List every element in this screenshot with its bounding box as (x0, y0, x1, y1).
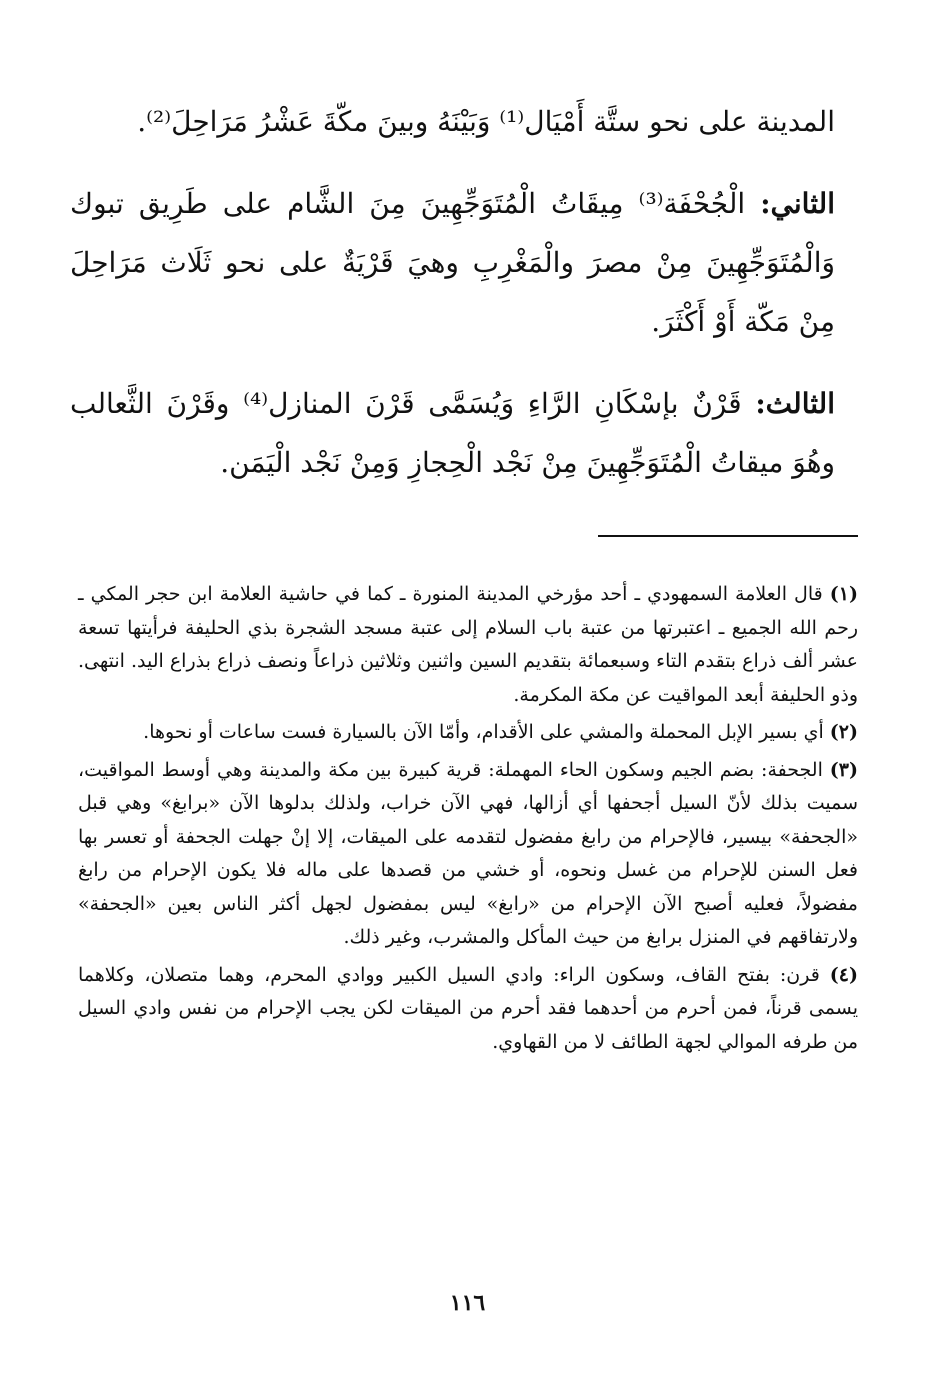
footnote-2 (78, 716, 858, 750)
paragraph-lead-third: الثالث: (755, 387, 835, 420)
main-paragraph-3 (70, 374, 835, 492)
footnote-divider (598, 535, 858, 537)
footnote-4 (78, 959, 858, 1060)
page-number: ١١٦ (449, 1290, 486, 1316)
footnotes (78, 578, 858, 1059)
footnote-text: قرن: بفتح القاف، وسكون الراء: وادي السيل الكبير ووادي المحرم، وهما متصلان، وكلاهما يسمى قرناً، فمن أحرم من أحدهما فقد أحرم من الميقات لكن يجب الإحرام من نفس وادي السيل من طرفه الموالي لجهة الطائف لا من القهاوي. (78, 963, 858, 1053)
footnote-text: قال العلامة السمهودي ـ أحد مؤرخي المدينة المنورة ـ كما في حاشية العلامة ابن حجر المكي ـ رحم الله الجميع ـ اعتبرتها من عتبة باب السلام إلى عتبة مسجد الشجرة بذي الحليفة فرأيتها تسعة عشر ألف ذراع بتقدم التاء وسبعمائة بتقديم السين واثنين وثلاثين ذراعاً ونصف ذراع بذراع اليد. انتهى. وذو الحليفة أبعد المواقيت عن مكة المكرمة. (78, 583, 858, 706)
paragraph-body-third: قَرْنٌ بإسْكَانِ الرَّاءِ وَيُسَمَّى قَرْنَ المنازل⁽⁴⁾ وقَرْنَ الثَّعالب وهُوَ ميقاتُ الْمُتَوَجِّهِينَ مِنْ نَجْد الْحِجازِ وَمِنْ نَجْد الْيَمَن. (70, 387, 835, 479)
main-text (70, 92, 835, 492)
footnote-3 (78, 754, 858, 955)
footnote-text: الجحفة: بضم الجيم وسكون الحاء المهملة: قرية كبيرة بين مكة والمدينة وهي أوسط المواقيت، سميت بذلك لأنّ السيل أجحفها أي أزالها، فهي الآن خراب، ولذلك بدلوها الآن «برابغ» وهي قبل «الجحفة» بيسير، فالإحرام من رابغ مفضول لتقدمه على الميقات، إلا إنْ جهلت الجحفة أو تعسر بها فعل السنن للإحرام من غسل ونحوه، أو خشي من قصدها على ماله فلا يكون الإحرام من رابغ مفضولاً، فعليه أصبح الآن الإحرام من «رابغ» ليس بمفضول لجهل أكثر الناس بعين «الجحفة» ولارتفاقهم في المنزل برابغ من حيث المأكل والمشرب، وغير ذلك. (78, 758, 858, 948)
footnote-1 (78, 578, 858, 712)
footnote-text: أي بسير الإبل المحملة والمشي على الأقدام، وأمّا الآن بالسيارة فست ساعات أو نحوها. (143, 721, 824, 743)
footnote-number: (١) (829, 583, 858, 605)
footnote-number: (٤) (829, 963, 858, 986)
main-paragraph-2 (70, 174, 835, 351)
main-paragraph-1: المدينة على نحو ستَّة أَمْيَال⁽¹⁾ وَبَيْنَهُ وبينَ مكّةَ عَشْرُ مَرَاحِلَ⁽²⁾. (137, 105, 835, 138)
footnote-number: (٣) (829, 758, 858, 781)
paragraph-lead-second: الثاني: (760, 187, 835, 220)
paragraph-body-second: الْجُحْفَة⁽³⁾ مِيقَاتُ الْمُتَوَجِّهِينَ مِنَ الشَّام على طَرِيق تبوك وَالْمُتَوَجِّهِينَ مِنْ مصرَ والْمَغْرِبِ وهيَ قَرْيَةٌ على نحو ثَلَاث مَرَاحِلَ مِنْ مَكّة أَوْ أَكْثَرَ. (70, 187, 835, 338)
footnote-number: (٢) (829, 721, 858, 743)
